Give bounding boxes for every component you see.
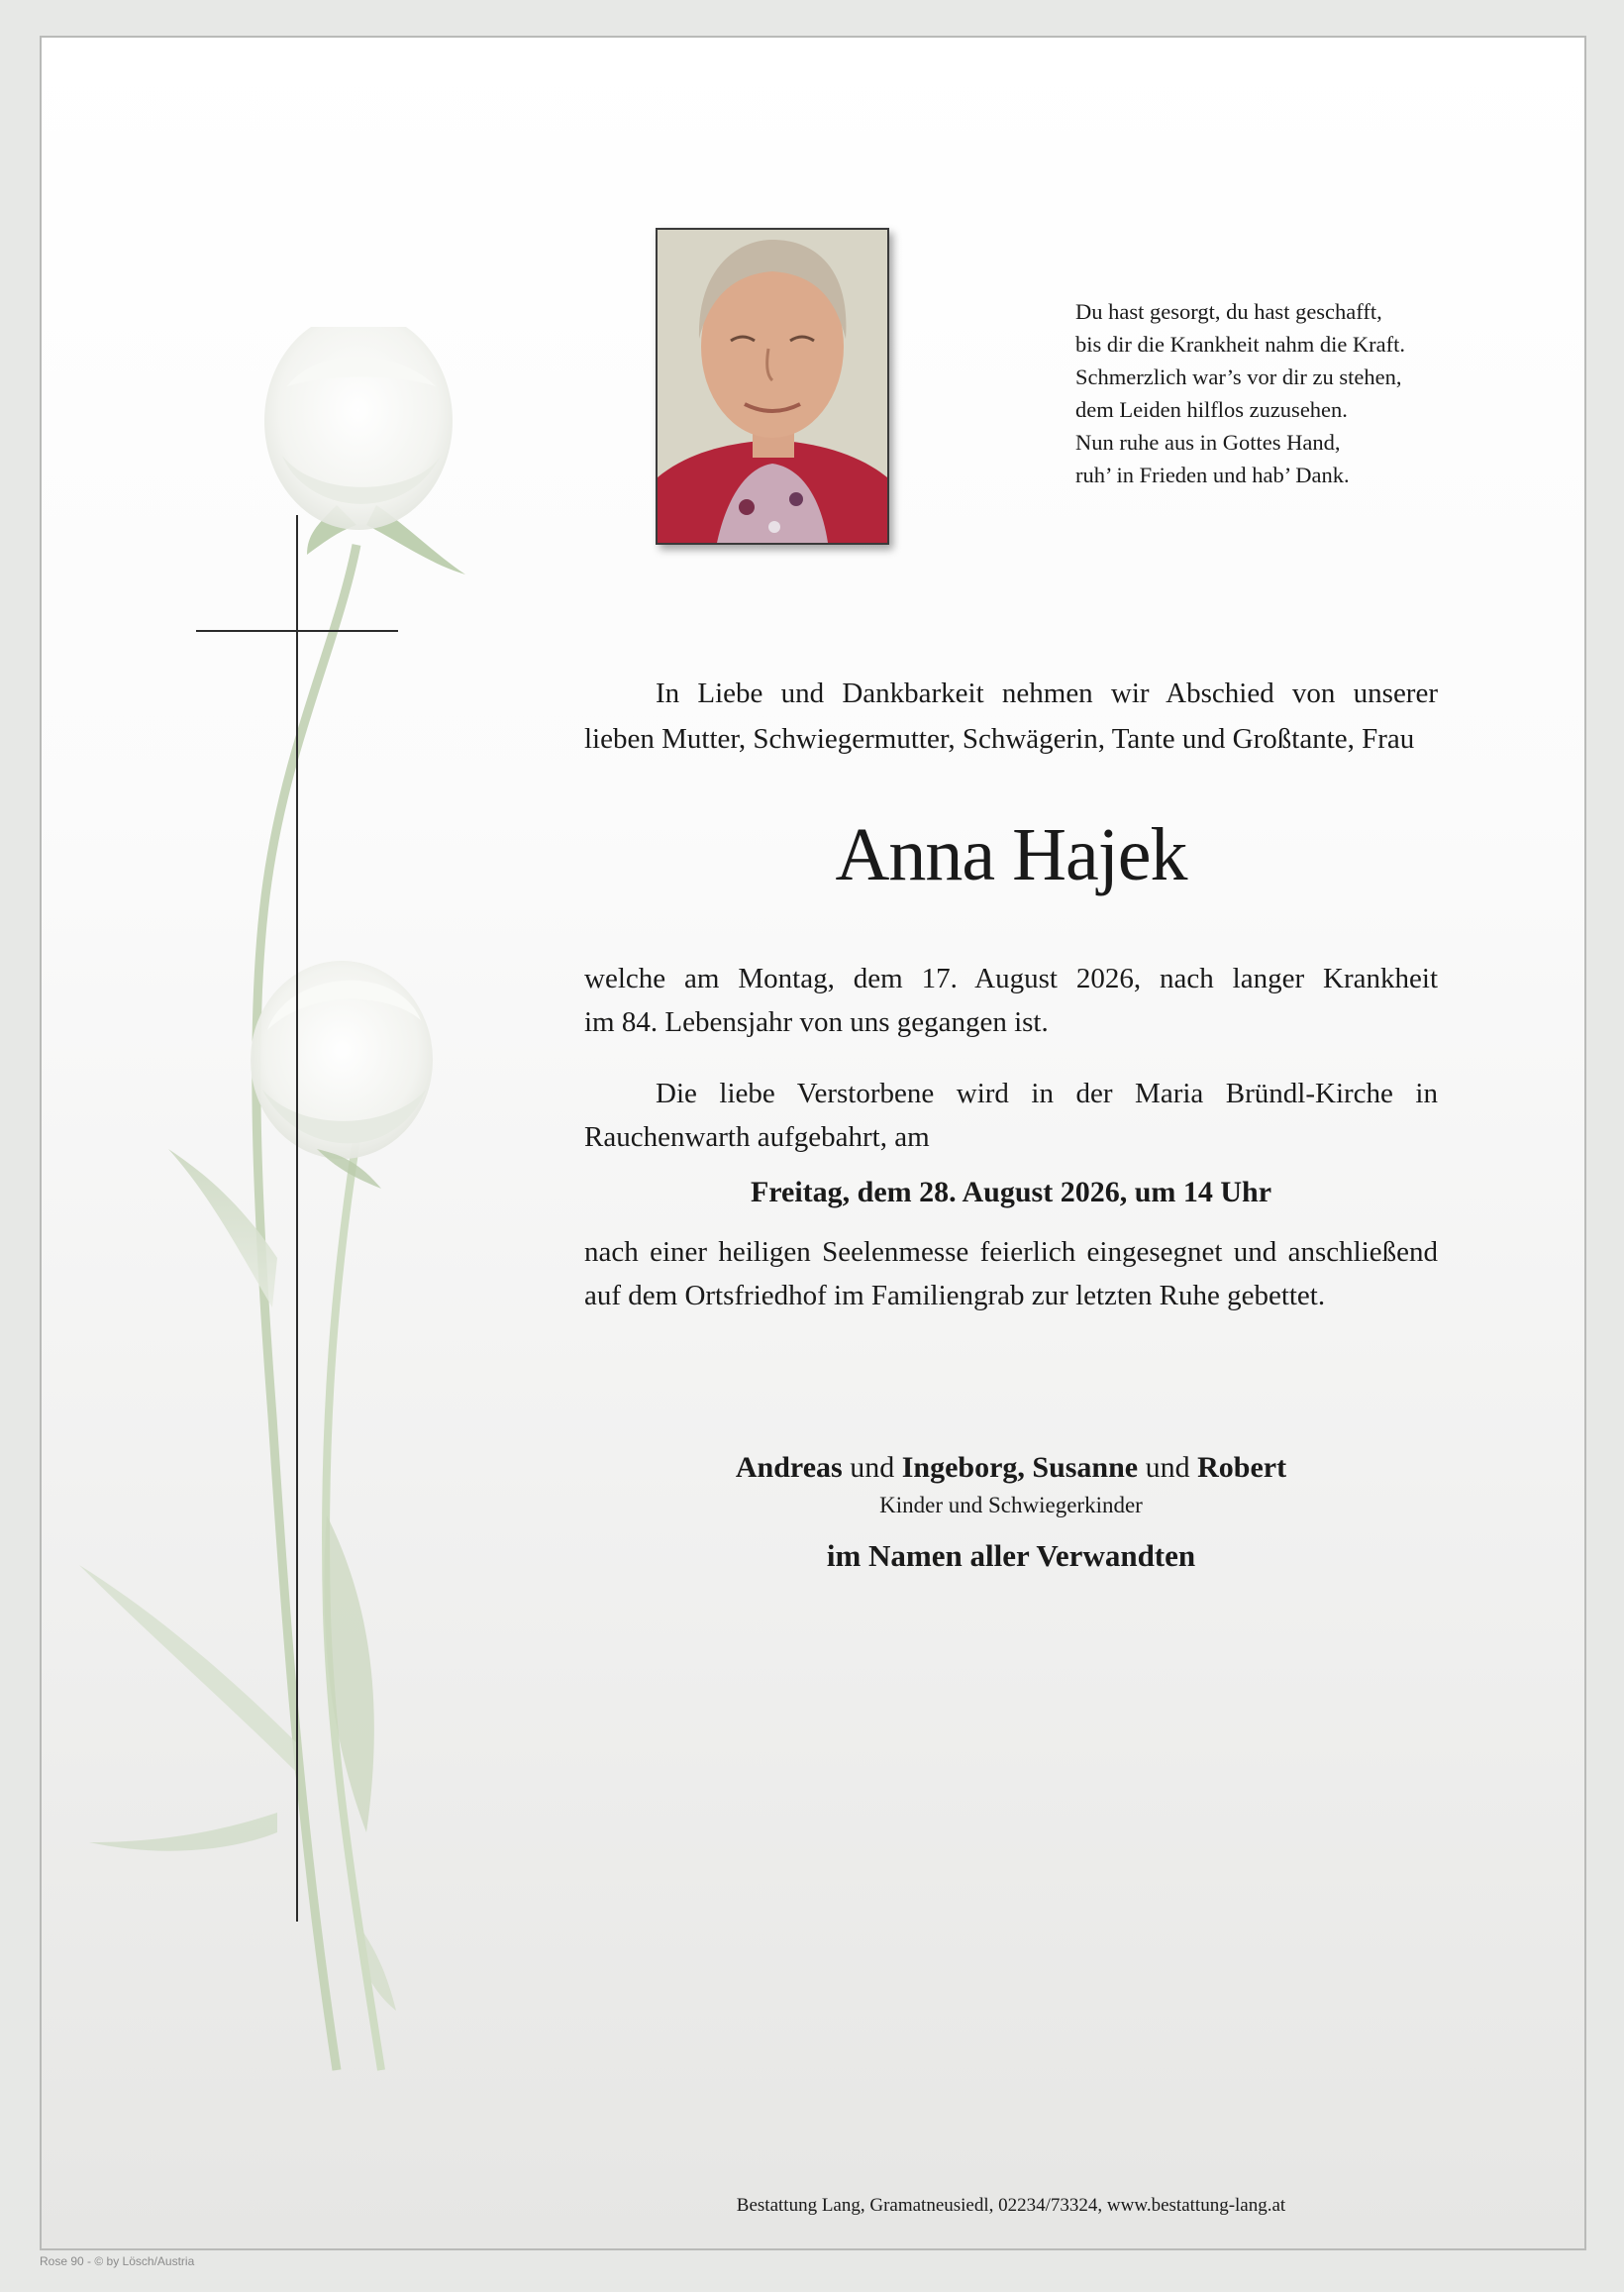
portrait-photo (656, 228, 889, 545)
death-line-2: im 84. Lebensjahr von uns gegangen ist. (584, 1006, 1049, 1038)
mourner-name: Susanne (1032, 1451, 1139, 1484)
mourners-names (584, 1446, 1438, 1490)
farewell-intro (584, 671, 1438, 762)
mourners-relation: Kinder und Schwiegerkinder (879, 1493, 1143, 1517)
poem-line: Nun ruhe aus in Gottes Hand, (1075, 430, 1341, 455)
mourner-name: Andreas (735, 1451, 843, 1484)
laying-out-line-1: Die liebe Verstorbene wird in der Maria Bründl-Kirche in (656, 1078, 1438, 1109)
cross-vertical-bar (296, 515, 298, 1922)
cross-horizontal-bar (196, 630, 398, 632)
ceremony-line-2: auf dem Ortsfriedhof im Familiengrab zur letzten Ruhe gebettet. (584, 1280, 1326, 1311)
poem-line: Schmerzlich war’s vor dir zu stehen, (1075, 365, 1402, 389)
family-line: im Namen aller Verwandten (826, 1538, 1196, 1573)
intro-line-2: lieben Mutter, Schwiegermutter, Schwägerin, Tante und Großtante, Frau (584, 723, 1415, 755)
conjunction: und (1145, 1451, 1190, 1484)
ceremony-line-1: nach einer heiligen Seelenmesse feierlich eingesegnet und anschließend (584, 1236, 1438, 1268)
conjunction: und (850, 1451, 895, 1484)
funeral-date: Freitag, dem 28. August 2026, um 14 Uhr (750, 1176, 1272, 1208)
laying-out-notice (584, 1072, 1438, 1159)
death-notice (584, 957, 1438, 1044)
funeral-home-footer: Bestattung Lang, Gramatneusiedl, 02234/73324, www.bestattung-lang.at (736, 2195, 1286, 2216)
mourner-name: Robert (1197, 1451, 1287, 1484)
poem-line: Du hast gesorgt, du hast geschafft, (1075, 299, 1382, 324)
white-rose-illustration (40, 327, 535, 2090)
poem-line: dem Leiden hilflos zuzusehen. (1075, 397, 1348, 422)
intro-line-1: In Liebe und Dankbarkeit nehmen wir Abschied von unserer (656, 677, 1438, 709)
poem-line: bis dir die Krankheit nahm die Kraft. (1075, 332, 1406, 357)
deceased-name: Anna Hajek (835, 813, 1187, 896)
death-line-1: welche am Montag, dem 17. August 2026, nach langer Krankheit (584, 963, 1438, 994)
design-credit: Rose 90 - © by Lösch/Austria (40, 2254, 195, 2268)
poem-line: ruh’ in Frieden und hab’ Dank. (1075, 463, 1350, 487)
mourner-name: Ingeborg, (901, 1451, 1025, 1484)
memorial-poem (1075, 295, 1452, 491)
laying-out-line-2: Rauchenwarth aufgebahrt, am (584, 1121, 930, 1153)
ceremony-notice (584, 1230, 1438, 1317)
